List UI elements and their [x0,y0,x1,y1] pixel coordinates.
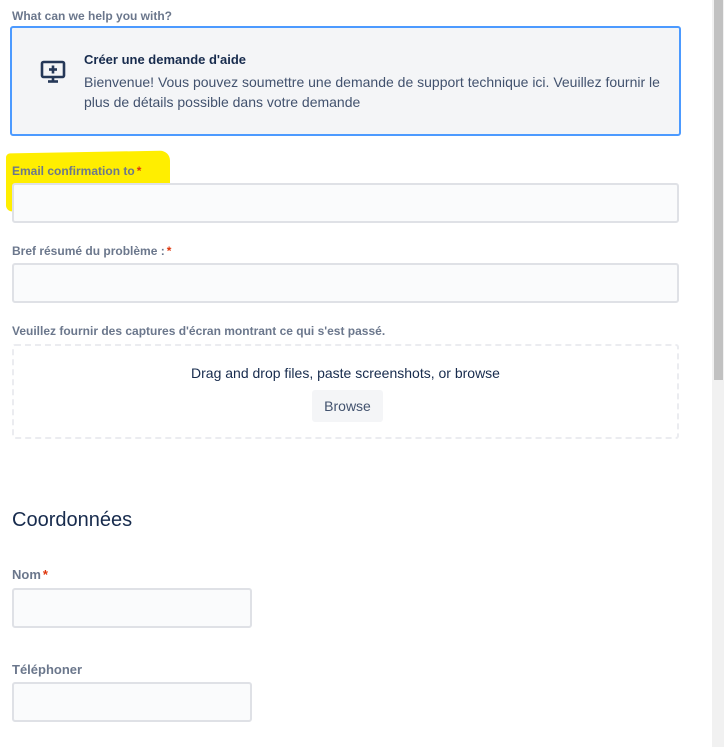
summary-required-mark: * [166,244,172,258]
request-type-heading: What can we help you with? [12,9,173,23]
request-type-card[interactable] [10,26,681,136]
name-label-text: Nom [12,567,41,582]
contact-section-title: Coordonnées [12,509,133,531]
request-type-description: Bienvenue! Vous pouvez soumettre une demande de support technique ici. Veuillez fournir le plus de détails possible dans votre demande [84,74,660,110]
attachment-dropzone[interactable] [12,344,679,439]
email-field[interactable] [12,183,679,223]
phone-label: Téléphoner [12,662,83,677]
name-field[interactable] [12,588,252,628]
summary-label [12,244,171,258]
dropzone-text: Drag and drop files, paste screenshots, or browse [191,365,500,381]
attachments-label: Veuillez fournir des captures d'écran montrant ce qui s'est passé. [12,324,386,338]
email-required-mark: * [136,164,142,178]
browse-button[interactable]: Browse [312,390,383,422]
email-label [12,164,141,178]
name-label [12,567,48,582]
request-type-title: Créer une demande d'aide [84,52,247,67]
summary-field[interactable] [12,263,679,303]
monitor-plus-icon [40,59,66,85]
email-label-text: Email confirmation to [12,164,135,178]
summary-label-text: Bref résumé du problème : [12,244,165,258]
scrollbar-thumb[interactable] [714,0,723,380]
phone-field[interactable] [12,682,252,722]
name-required-mark: * [42,567,48,582]
